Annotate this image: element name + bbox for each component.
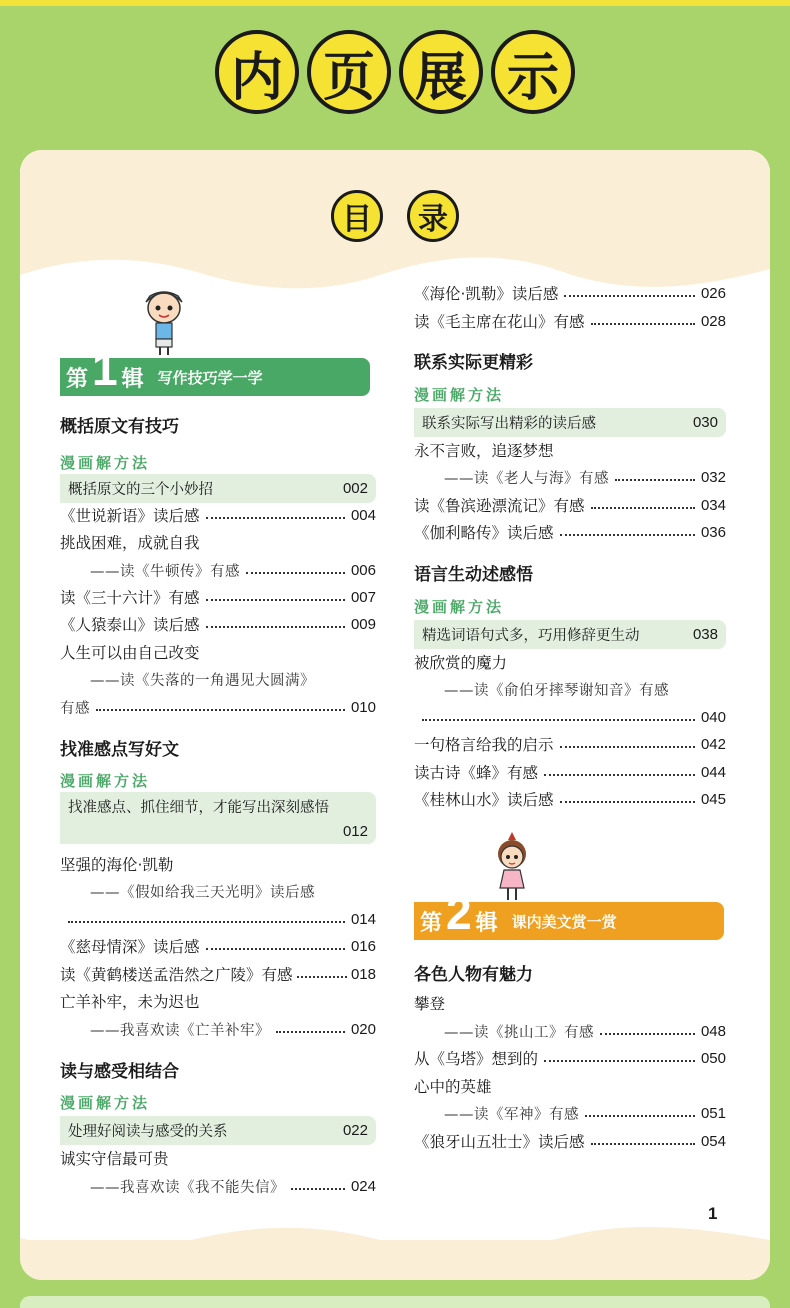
method-entry-label: 处理好阅读与感受的关系 [68,1124,228,1140]
toc-entry[interactable]: 从《乌塔》想到的 050 [414,1049,726,1068]
toc-entry[interactable]: 诚实守信最可贵 [60,1150,169,1168]
chapter-prefix: 第 [66,366,89,392]
toc-entry[interactable]: 《桂林山水》读后感 045 [414,790,726,809]
toc-entry[interactable]: 读《毛主席在花山》有感 028 [414,312,726,331]
toc-entry[interactable]: 读《三十六计》有感 007 [60,588,376,607]
section-title: 概括原文有技巧 [60,417,179,437]
toc-entry[interactable]: 《慈母情深》读后感 016 [60,937,376,956]
method-label: 漫画解方法 [60,454,151,472]
page-number: 030 [692,414,718,431]
chapter-suffix: 辑 [121,366,144,392]
method-label: 漫画解方法 [60,772,151,790]
section-title: 联系实际更精彩 [414,353,533,373]
bottom-strip [20,1296,770,1308]
toc-entry-sub[interactable]: ——读《老人与海》有感 032 [444,468,726,487]
method-entry[interactable] [414,408,726,437]
toc-char: 目 [331,190,383,242]
toc-entry[interactable]: 《狼牙山五壮士》读后感 054 [414,1132,726,1151]
toc-entry[interactable]: 读古诗《蜂》有感 044 [414,763,726,782]
toc-entry-sub[interactable]: ——我喜欢读《我不能失信》 024 [90,1177,376,1196]
method-entry[interactable] [60,792,376,844]
page-number: 038 [692,626,718,643]
toc-entry[interactable]: 心中的英雄 [414,1078,492,1096]
toc-entry-sub[interactable]: ——读《挑山工》有感 048 [444,1022,726,1041]
toc-entry-sub[interactable]: ——我喜欢读《亡羊补牢》 020 [90,1020,376,1039]
chapter-number: 1 [92,343,118,395]
top-stripe [0,0,790,6]
method-entry[interactable] [60,474,376,503]
toc-entry-sub[interactable]: 有感 010 [60,698,376,717]
toc-entry-sub[interactable]: ——读《俞伯牙摔琴谢知音》有感 [444,682,669,699]
toc-entry[interactable]: 《伽利略传》读后感 036 [414,523,726,542]
page-number-footer: 1 [708,1204,718,1223]
toc-entry[interactable]: 《世说新语》读后感 004 [60,506,376,525]
method-label: 漫画解方法 [60,1094,151,1112]
title-char: 内 [215,30,299,114]
toc-entry-sub[interactable]: ——读《失落的一角遇见大圆满》 [90,672,315,689]
toc-entry[interactable]: 坚强的海伦·凯勒 [60,856,174,874]
method-entry-label: 联系实际写出精彩的读后感 [422,416,596,432]
toc-entry-sub[interactable]: ——读《牛顿传》有感 006 [90,561,376,580]
toc-entry-sub[interactable]: ——《假如给我三天光明》读后感 [90,884,315,901]
toc-entry[interactable]: 一句格言给我的启示 042 [414,735,726,754]
toc-entry[interactable]: 永不言败，追逐梦想 [414,442,554,460]
method-label: 漫画解方法 [414,386,505,404]
chapter-title: 写作技巧学一学 [157,368,263,387]
toc-entry-sub[interactable]: ——读《军神》有感 051 [444,1104,726,1123]
toc-entry-sub[interactable]: 040 [414,706,726,728]
bottom-wave-decoration [20,1220,770,1260]
girl-cartoon-icon [490,830,534,902]
title-char: 展 [399,30,483,114]
page-number: 002 [342,480,368,497]
title-char: 页 [307,30,391,114]
method-entry-label: 找准感点、抓住细节，才能写出深刻感悟 [68,800,329,816]
page-number: 022 [342,1122,368,1139]
toc-entry[interactable]: 《人猿泰山》读后感 009 [60,615,376,634]
method-entry-label: 精选词语句式多，巧用修辞更生动 [422,628,640,644]
toc-char: 录 [407,190,459,242]
section-title: 找准感点写好文 [60,740,179,760]
toc-entry[interactable]: 读《鲁滨逊漂流记》有感 034 [414,496,726,515]
toc-entry[interactable]: 读《黄鹤楼送孟浩然之广陵》有感 018 [60,965,376,984]
chapter-title: 课内美文赏一赏 [511,912,617,931]
section-title: 读与感受相结合 [60,1062,179,1082]
method-entry[interactable] [414,620,726,649]
method-label: 漫画解方法 [414,598,505,616]
toc-entry-sub[interactable]: 014 [60,908,376,930]
section-title: 语言生动述感悟 [414,565,533,585]
chapter-number: 2 [446,887,472,939]
chapter-1-banner [60,343,370,396]
method-entry[interactable] [60,1116,376,1145]
page-title [0,30,790,114]
section-title: 各色人物有魅力 [414,965,533,985]
title-char: 示 [491,30,575,114]
toc-entry[interactable]: 攀登 [414,995,446,1013]
toc-entry[interactable]: 亡羊补牢，未为迟也 [60,993,200,1011]
toc-heading [0,190,790,242]
chapter-prefix: 第 [420,910,443,936]
toc-entry[interactable]: 《海伦·凯勒》读后感 026 [414,284,726,303]
chapter-suffix: 辑 [475,910,498,936]
chapter-2-banner [414,887,724,940]
page-number: 012 [342,823,368,840]
toc-entry[interactable]: 挑战困难，成就自我 [60,534,200,552]
toc-entry[interactable]: 被欣赏的魔力 [414,654,508,672]
method-entry-label: 概括原文的三个小妙招 [68,482,213,498]
toc-entry[interactable]: 人生可以由自己改变 [60,644,200,662]
boy-cartoon-icon [138,284,190,356]
